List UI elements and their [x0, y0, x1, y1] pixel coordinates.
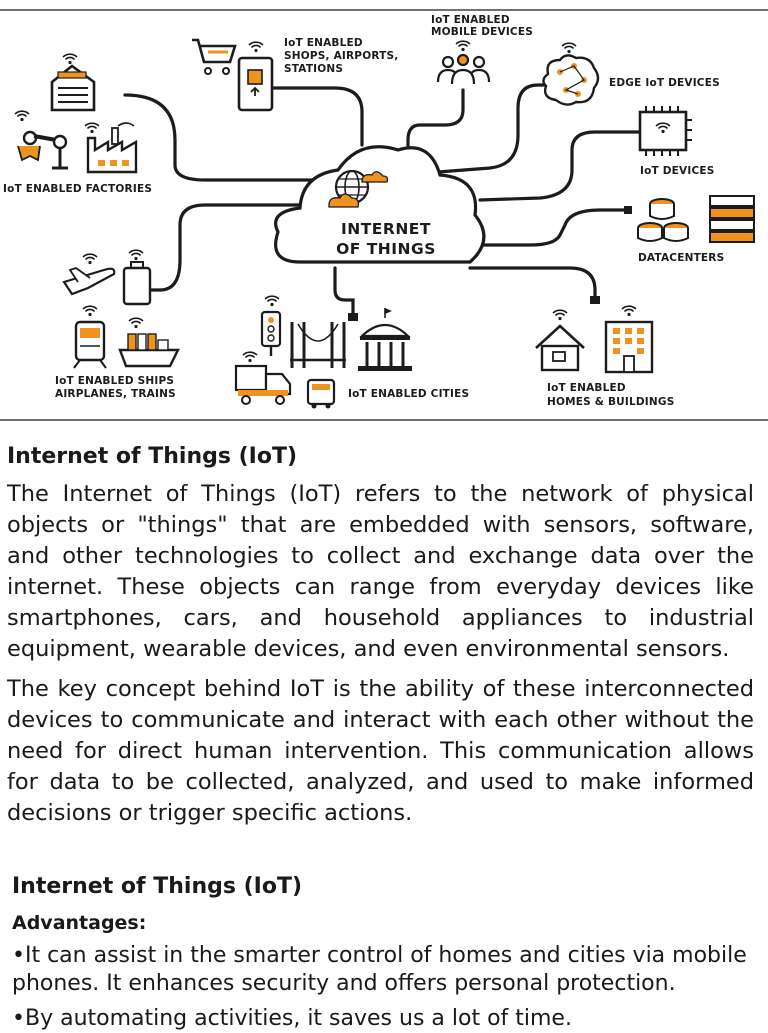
article-title: Internet of Things (IoT) — [7, 444, 298, 469]
traffic-light-icon — [262, 296, 280, 356]
city-connector-end — [348, 313, 358, 321]
robot-arm-icon — [15, 111, 68, 168]
luggage-icon — [124, 250, 150, 304]
office-building-icon — [606, 306, 652, 372]
bus-icon — [308, 380, 334, 409]
brain-chip-icon — [543, 43, 598, 104]
label-homes-line1: IoT ENABLED — [547, 382, 626, 394]
advantages-heading: Advantages: — [12, 912, 147, 934]
database-icon — [638, 199, 688, 241]
microchip-icon — [640, 106, 692, 156]
label-shops-line2: SHOPS, AIRPORTS, — [284, 50, 399, 62]
homes-connector-end — [590, 296, 600, 304]
label-mobile-line1: IoT ENABLED — [431, 14, 510, 26]
article-paragraph-1: The Internet of Things (IoT) refers to the network of physical objects or "things" that are embedded with sensors, software, and other technologies to collect and exchange data over the internet. These objects can range from everyday devices like smartphones, cars, and household appliances to industrial equipment, wearable devices, and even environmental sensors. — [7, 481, 754, 662]
bridge-icon — [290, 322, 346, 368]
datacenter-connector-end — [624, 206, 632, 214]
article-paragraph-2: The key concept behind IoT is the ability of these interconnected devices to communicate and interact with each other without the need for direct human intervention. This communication allows for data to be collected, analyzed, and used to make informed decisions or trigger specific actions. — [7, 676, 754, 826]
shopping-cart-icon — [192, 40, 235, 74]
airplane-icon — [64, 254, 114, 294]
factory-icon — [85, 123, 136, 172]
label-factories: IoT ENABLED FACTORIES — [3, 183, 153, 195]
truck-icon — [236, 352, 290, 404]
server-rack-icon — [710, 196, 754, 242]
label-edge: EDGE IoT DEVICES — [609, 77, 720, 89]
advantage-bullet: •It can assist in the smarter control of homes and cities via mobile phones. It enhances security and offers personal protection. — [12, 943, 747, 996]
train-icon — [74, 306, 106, 368]
label-ships-line2: AIRPLANES, TRAINS — [55, 388, 176, 400]
cargo-ship-icon — [120, 318, 178, 366]
government-building-icon — [358, 308, 412, 371]
cloud-title-line1: INTERNET — [341, 220, 431, 238]
cloud-title-line2: OF THINGS — [336, 240, 436, 258]
label-mobile-line2: MOBILE DEVICES — [431, 26, 533, 38]
section-title: Internet of Things (IoT) — [12, 874, 303, 899]
people-network-icon — [438, 41, 489, 84]
label-homes-line2: HOMES & BUILDINGS — [547, 396, 675, 408]
label-shops-line3: STATIONS — [284, 63, 344, 75]
smartphone-icon — [239, 42, 272, 110]
advantage-bullet: •By automating activities, it saves us a lot of time. — [12, 1006, 572, 1031]
house-icon — [536, 310, 584, 370]
warehouse-icon — [52, 54, 94, 110]
label-cities: IoT ENABLED CITIES — [348, 388, 470, 400]
label-datacenters: DATACENTERS — [638, 252, 725, 264]
iot-diagram — [0, 0, 768, 423]
label-iot-devices: IoT DEVICES — [640, 165, 715, 177]
label-ships-line1: IoT ENABLED SHIPS — [55, 375, 175, 387]
internet-cloud — [276, 147, 484, 262]
label-shops-line1: IoT ENABLED — [284, 37, 363, 49]
